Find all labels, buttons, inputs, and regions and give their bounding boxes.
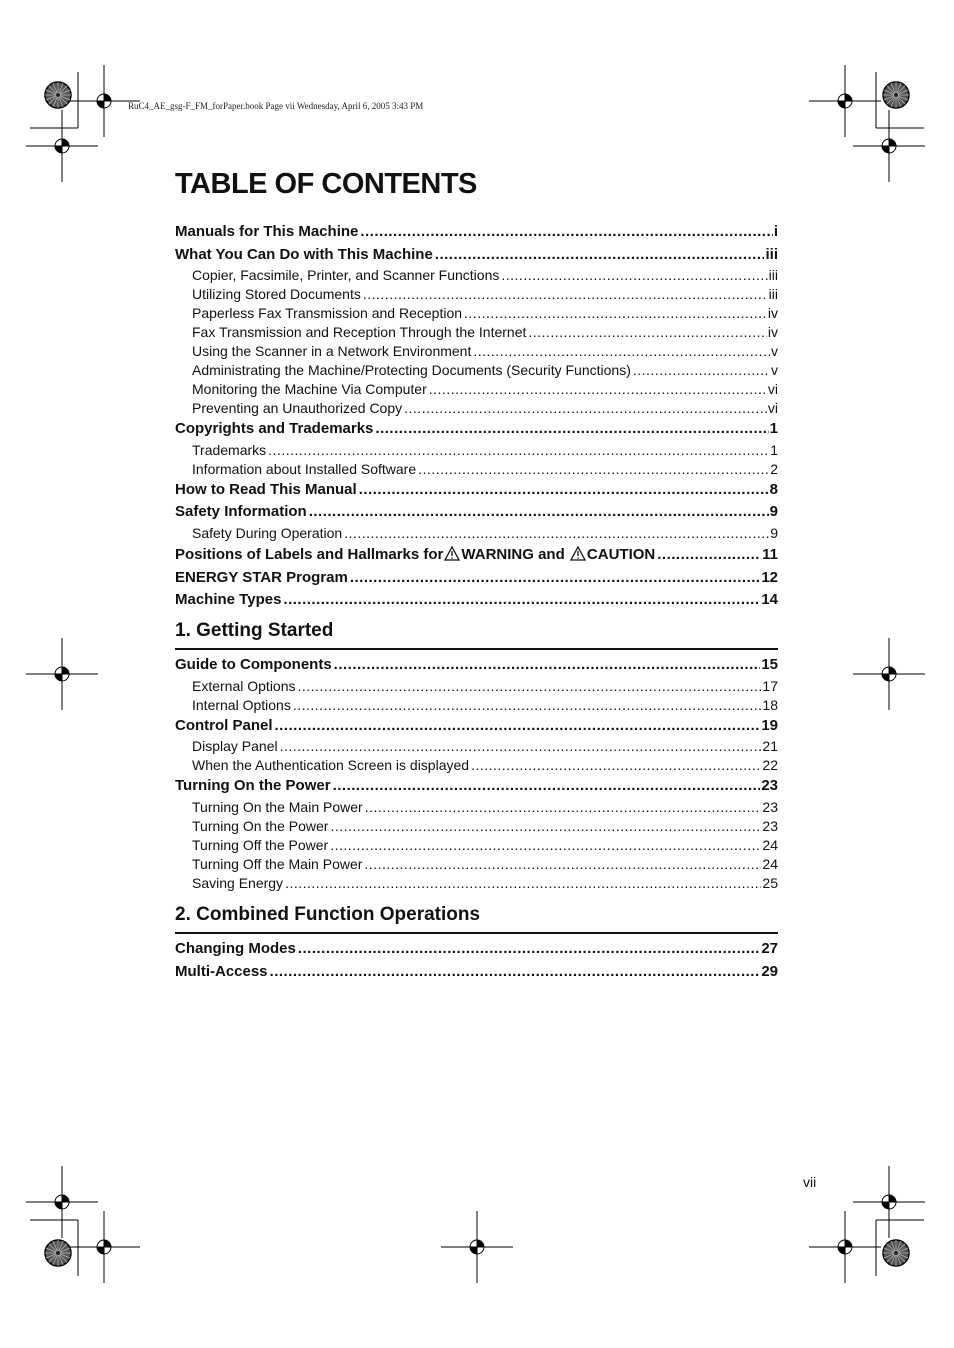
- crosshair-mark-top-left-2: [26, 110, 98, 182]
- dot-leader: [332, 654, 761, 677]
- warning-triangle-icon: [444, 546, 460, 561]
- crosshair-mark-top-right-2: [853, 110, 925, 182]
- toc-entry-page: 11: [762, 545, 778, 563]
- toc-entry[interactable]: [175, 304, 778, 323]
- toc-entry[interactable]: [175, 418, 778, 441]
- toc-entry[interactable]: [175, 756, 778, 775]
- crosshair-mark-middle-right: [853, 638, 925, 710]
- dot-leader: [283, 874, 761, 893]
- color-bar-mark-top-right: [883, 82, 909, 108]
- toc-entry-page: 2: [770, 460, 778, 477]
- toc-entry-page: 22: [762, 757, 778, 773]
- toc-entry-page: iii: [768, 267, 778, 283]
- dot-leader: [328, 817, 761, 836]
- chapter-heading-getting-started: 1. Getting Started: [175, 620, 778, 650]
- dot-leader: [416, 460, 769, 479]
- dot-leader: [273, 715, 761, 738]
- color-bar-mark-bottom-left: [45, 1240, 71, 1266]
- toc-entry[interactable]: [175, 836, 778, 855]
- dot-leader: [291, 696, 762, 715]
- toc-entry-page: 21: [762, 738, 778, 754]
- toc-entry[interactable]: [175, 677, 778, 696]
- toc-entry-title: Machine Types: [175, 591, 282, 608]
- toc-entry[interactable]: [175, 817, 778, 836]
- toc-entry[interactable]: [175, 567, 778, 590]
- toc-entry-page: 14: [761, 591, 778, 608]
- dot-leader: [342, 524, 769, 543]
- dot-leader: [307, 501, 769, 524]
- dot-leader: [358, 221, 772, 244]
- dot-leader: [266, 441, 769, 460]
- dot-leader: [469, 756, 761, 775]
- toc-entry-page: 9: [769, 503, 778, 520]
- conjunction-text: and: [533, 545, 569, 563]
- toc-entry[interactable]: [175, 221, 778, 244]
- toc-entry-title: Manuals for This Machine: [175, 223, 359, 240]
- toc-entry-title: Saving Energy: [192, 874, 284, 891]
- toc-entry-title: Turning On the Main Power: [192, 798, 363, 815]
- toc-entry-page: 23: [762, 817, 778, 834]
- toc-entry-page: iv: [767, 305, 778, 321]
- color-bar-mark-bottom-right: [883, 1240, 909, 1266]
- toc-entry[interactable]: [175, 589, 778, 612]
- toc-entry-page: i: [773, 223, 778, 240]
- toc-entry-page: vi: [767, 381, 778, 397]
- toc-chapter-1: [175, 654, 778, 893]
- toc-entry[interactable]: [175, 775, 778, 798]
- dot-leader: [526, 323, 767, 342]
- warning-label: WARNING: [461, 545, 534, 563]
- crosshair-mark-top-right: [809, 65, 881, 137]
- toc-entry-page: 8: [769, 480, 778, 498]
- dot-leader: [296, 938, 760, 961]
- dot-leader: [427, 380, 767, 399]
- toc-entry-title: Preventing an Unauthorized Copy: [192, 400, 403, 416]
- toc-entry-title: Turning Off the Main Power: [192, 855, 363, 872]
- toc-entry-page: vi: [767, 400, 778, 416]
- toc-entry-title: Monitoring the Machine Via Computer: [192, 381, 427, 397]
- toc-entry[interactable]: [175, 361, 778, 380]
- toc-entry-title: Safety Information: [175, 503, 307, 520]
- dot-leader: [362, 855, 761, 874]
- dot-leader: [462, 304, 767, 323]
- toc-entry-title: Guide to Components: [175, 656, 332, 673]
- toc-entry-title: External Options: [192, 677, 296, 694]
- toc-entry-page: 12: [761, 568, 778, 586]
- toc-entry-page: 9: [770, 524, 778, 541]
- toc-entry[interactable]: [175, 961, 778, 984]
- toc-entry-page: iii: [768, 286, 778, 302]
- toc-entry-title: How to Read This Manual: [175, 480, 357, 498]
- toc-entry[interactable]: [175, 524, 778, 543]
- toc-entry[interactable]: [175, 654, 778, 677]
- toc-entry-title: When the Authentication Screen is displayed: [192, 757, 470, 773]
- dot-leader: [373, 418, 768, 441]
- dot-leader: [499, 266, 767, 285]
- dot-leader: [281, 589, 760, 612]
- toc-entry[interactable]: [175, 399, 778, 418]
- crosshair-mark-bottom-left: [26, 1166, 98, 1238]
- dot-leader: [348, 567, 760, 590]
- toc-entry-title: Turning On the Power: [175, 777, 331, 794]
- toc-entry-page: 19: [761, 716, 778, 734]
- toc-entry-title: What You Can Do with This Machine: [175, 245, 433, 263]
- toc-entry[interactable]: [175, 696, 778, 715]
- toc-entry[interactable]: [175, 244, 778, 267]
- dot-leader: [363, 798, 762, 817]
- toc-entry-page: 15: [761, 656, 778, 673]
- toc-front-matter: [175, 221, 778, 612]
- toc-entry-title: Information about Installed Software: [192, 460, 417, 477]
- toc-entry-title: ENERGY STAR Program: [175, 568, 348, 586]
- dot-leader: [655, 543, 761, 567]
- toc-entry[interactable]: [175, 715, 778, 738]
- toc-entry[interactable]: [175, 380, 778, 399]
- crosshair-mark-bottom-right: [809, 1211, 881, 1283]
- toc-entry-page: 23: [762, 798, 778, 815]
- toc-entry-page: 24: [762, 836, 778, 853]
- toc-entry[interactable]: [175, 323, 778, 342]
- dot-leader: [268, 961, 761, 984]
- toc-entry[interactable]: [175, 938, 778, 961]
- toc-entry-title: Utilizing Stored Documents: [192, 286, 361, 302]
- toc-entry-title: Control Panel: [175, 716, 273, 734]
- toc-entry-title: Paperless Fax Transmission and Reception: [192, 305, 463, 321]
- toc-entry-page: iii: [765, 245, 778, 263]
- toc-entry[interactable]: [175, 798, 778, 817]
- toc-entry-title: Using the Scanner in a Network Environment: [192, 343, 472, 359]
- toc-entry-page: 25: [762, 874, 778, 891]
- toc-entry-title: Fax Transmission and Reception Through the Internet: [192, 324, 527, 340]
- toc-entry-page: v: [771, 362, 778, 378]
- crosshair-mark-bottom-left-2: [68, 1211, 140, 1283]
- toc-entry-page: 29: [761, 962, 778, 980]
- toc-entry-title: Turning Off the Power: [192, 836, 329, 853]
- dot-leader: [357, 479, 769, 502]
- chapter-heading-combined-function: 2. Combined Function Operations: [175, 904, 778, 934]
- crosshair-mark-middle-left: [26, 638, 98, 710]
- toc-entry[interactable]: [175, 266, 778, 285]
- dot-leader: [328, 836, 761, 855]
- crosshair-mark-bottom-right-2: [853, 1166, 925, 1238]
- toc-entry-title: Turning On the Power: [192, 817, 329, 834]
- crosshair-mark-bottom-center: [441, 1211, 513, 1283]
- toc-entry-title: Copier, Facsimile, Printer, and Scanner Functions: [192, 267, 500, 283]
- toc-entry[interactable]: [175, 855, 778, 874]
- dot-leader: [471, 342, 770, 361]
- toc-entry[interactable]: [175, 460, 778, 479]
- toc-entry[interactable]: [175, 874, 778, 893]
- dot-leader: [433, 244, 765, 267]
- dot-leader: [361, 285, 768, 304]
- toc-entry-page: 18: [762, 696, 778, 713]
- dot-leader: [402, 399, 767, 418]
- toc-entry-page: 23: [761, 777, 778, 794]
- caution-triangle-icon: [570, 546, 586, 561]
- caution-label: CAUTION: [586, 545, 656, 563]
- dot-leader: [278, 737, 762, 756]
- toc-entry-title: Administrating the Machine/Protecting Documents (Security Functions): [192, 362, 631, 378]
- toc-entry-title: Changing Modes: [175, 940, 296, 957]
- print-slug: RuC4_AE_gsg-F_FM_forPaper.book Page vii Wednesday, April 6, 2005 3:43 PM: [128, 101, 424, 111]
- color-bar-mark-top-left: [45, 82, 71, 108]
- toc-entry-title: Display Panel: [192, 738, 278, 754]
- toc-entry-title: Trademarks: [192, 441, 267, 458]
- toc-entry-title: Copyrights and Trademarks: [175, 420, 374, 437]
- dot-leader: [631, 361, 770, 380]
- page-number: vii: [803, 1174, 817, 1190]
- toc-entry[interactable]: [175, 285, 778, 304]
- page-title: TABLE OF CONTENTS: [175, 168, 477, 200]
- toc-entry-title: Multi-Access: [175, 962, 268, 980]
- toc-entry[interactable]: [175, 441, 778, 460]
- toc-entry-labels-hallmarks[interactable]: [175, 543, 778, 567]
- toc-entry[interactable]: [175, 342, 778, 361]
- toc-entry[interactable]: [175, 737, 778, 756]
- toc-entry-page: 27: [761, 940, 778, 957]
- toc-entry-page: iv: [767, 324, 778, 340]
- toc-entry-page: 1: [770, 441, 778, 458]
- toc-entry[interactable]: [175, 501, 778, 524]
- toc-chapter-2: [175, 938, 778, 983]
- dot-leader: [296, 677, 762, 696]
- toc-entry-title: Internal Options: [192, 696, 291, 713]
- toc-entry[interactable]: [175, 479, 778, 502]
- toc-entry-page: 24: [762, 855, 778, 872]
- toc-entry-page: 1: [769, 420, 778, 437]
- toc-entry-page: v: [771, 343, 778, 359]
- toc-entry-title: Safety During Operation: [192, 524, 343, 541]
- dot-leader: [331, 775, 761, 798]
- toc-entry-page: 17: [762, 677, 778, 694]
- toc-entry-title: Positions of Labels and Hallmarks for: [175, 545, 444, 563]
